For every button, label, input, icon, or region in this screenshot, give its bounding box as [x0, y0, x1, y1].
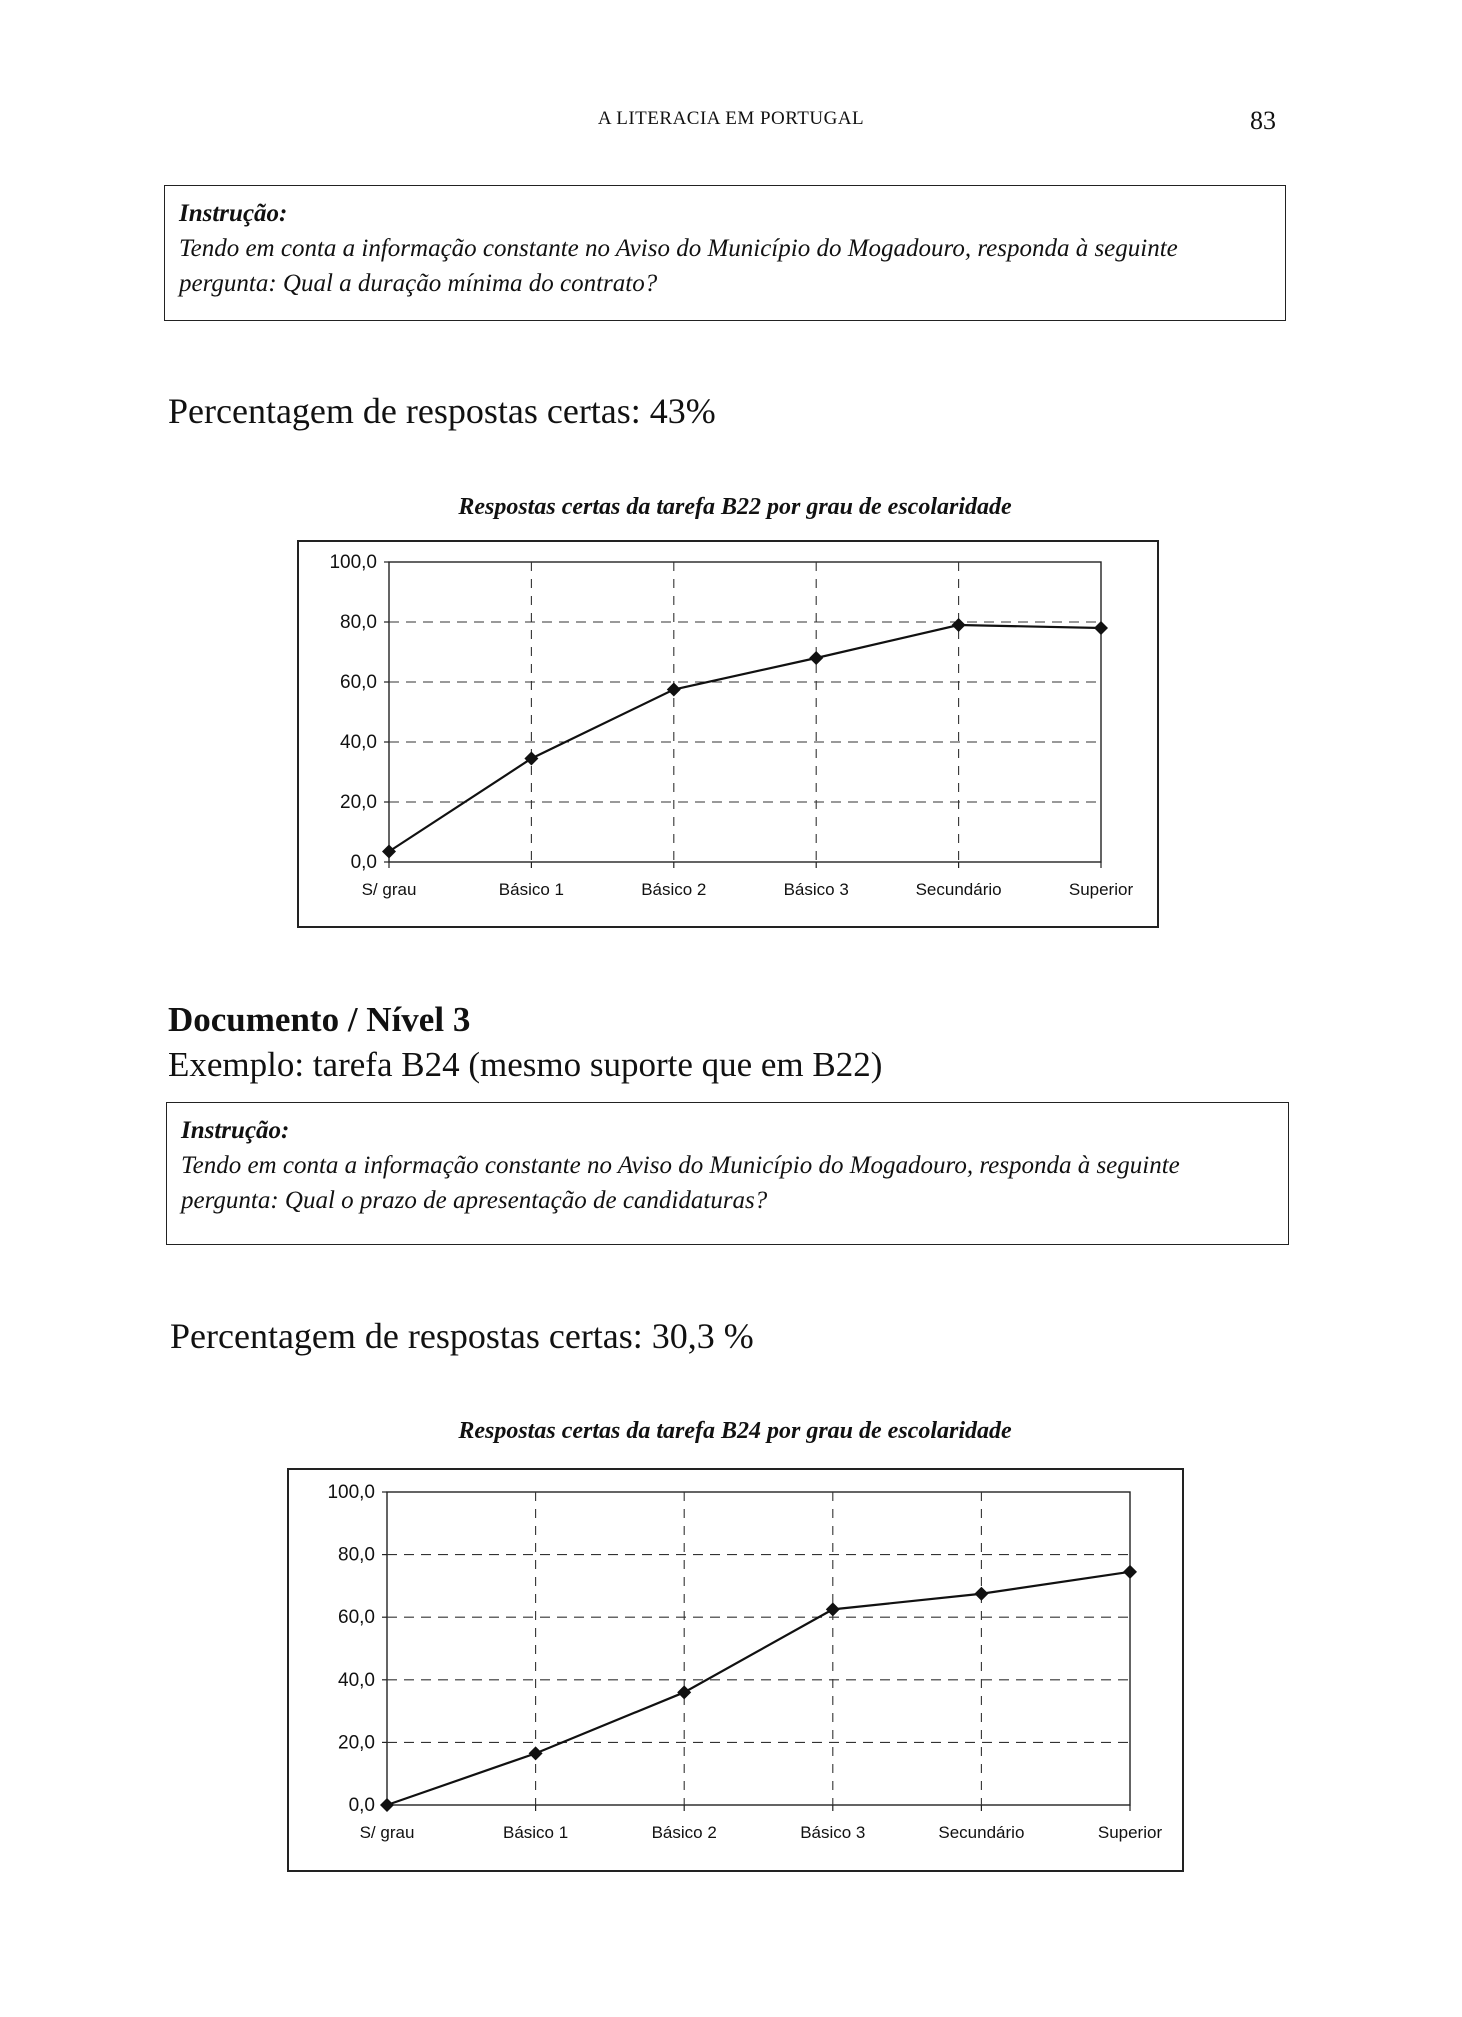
percentage-correct-b22: Percentagem de respostas certas: 43%	[168, 391, 716, 431]
data-point	[524, 752, 538, 766]
y-tick-label: 60,0	[340, 672, 377, 693]
instruction-text: Tendo em conta a informação constante no Aviso do Município do Mogadouro, responda à seguinte pergunta: Qual a duração mínima do contrato?	[179, 235, 1178, 297]
chart-b24	[287, 1468, 1184, 1872]
chart-b24-svg	[289, 1470, 1182, 1870]
data-point	[1094, 621, 1108, 635]
y-tick-label: 20,0	[340, 792, 377, 813]
section-title: Documento / Nível 3	[168, 1000, 471, 1039]
y-tick-label: 0,0	[348, 1795, 375, 1816]
x-tick-label: S/ grau	[359, 1823, 415, 1842]
running-head: A LITERACIA EM PORTUGAL	[597, 108, 865, 129]
x-tick-label: Básico 3	[783, 880, 849, 899]
data-point	[667, 683, 681, 697]
data-point	[380, 1798, 394, 1812]
y-tick-label: 40,0	[340, 732, 377, 753]
series-line	[389, 625, 1101, 852]
x-tick-label: Superior	[1097, 1823, 1163, 1842]
percentage-correct-b24: Percentagem de respostas certas: 30,3 %	[170, 1316, 754, 1356]
instruction-box-b24	[166, 1102, 1289, 1245]
x-tick-label: Secundário	[938, 1823, 1025, 1842]
plot-area	[389, 562, 1101, 862]
section-subtitle: Exemplo: tarefa B24 (mesmo suporte que em B22)	[168, 1045, 883, 1084]
data-point	[974, 1587, 988, 1601]
x-tick-label: Superior	[1068, 880, 1134, 899]
instruction-text: Tendo em conta a informação constante no Aviso do Município do Mogadouro, responda à seguinte pergunta: Qual o prazo de apresentação de candidaturas?	[181, 1152, 1180, 1214]
y-tick-label: 40,0	[338, 1669, 375, 1691]
y-tick-label: 100,0	[327, 1482, 375, 1503]
x-tick-label: Secundário	[915, 880, 1002, 899]
y-tick-label: 80,0	[338, 1544, 375, 1566]
chart-title-b22: Respostas certas da tarefa B22 por grau de escolaridade	[458, 494, 1012, 520]
data-point	[809, 651, 823, 665]
x-tick-label: Básico 1	[502, 1823, 569, 1842]
plot-area	[387, 1492, 1130, 1805]
chart-b22	[297, 540, 1159, 928]
instruction-label: Instrução:	[179, 200, 288, 227]
x-tick-label: Básico 3	[800, 1823, 866, 1842]
instruction-label: Instrução:	[181, 1117, 290, 1144]
data-point	[677, 1685, 691, 1699]
data-point	[529, 1746, 543, 1760]
x-tick-label: Básico 2	[651, 1823, 717, 1842]
y-tick-label: 60,0	[338, 1607, 375, 1629]
y-tick-label: 80,0	[340, 612, 377, 633]
data-point	[382, 845, 396, 859]
page-number: 83	[1250, 106, 1276, 135]
y-tick-label: 100,0	[329, 552, 377, 573]
x-tick-label: Básico 1	[498, 880, 565, 899]
data-point	[952, 618, 966, 632]
x-tick-label: S/ grau	[361, 880, 417, 899]
y-tick-label: 20,0	[338, 1732, 375, 1754]
data-point	[826, 1602, 840, 1616]
x-tick-label: Básico 2	[641, 880, 707, 899]
y-tick-label: 0,0	[350, 852, 377, 873]
chart-b22-svg	[299, 542, 1157, 926]
instruction-box-b22	[164, 185, 1286, 321]
series-line	[387, 1572, 1130, 1805]
chart-title-b24: Respostas certas da tarefa B24 por grau de escolaridade	[458, 1418, 1012, 1444]
data-point	[1123, 1565, 1137, 1579]
